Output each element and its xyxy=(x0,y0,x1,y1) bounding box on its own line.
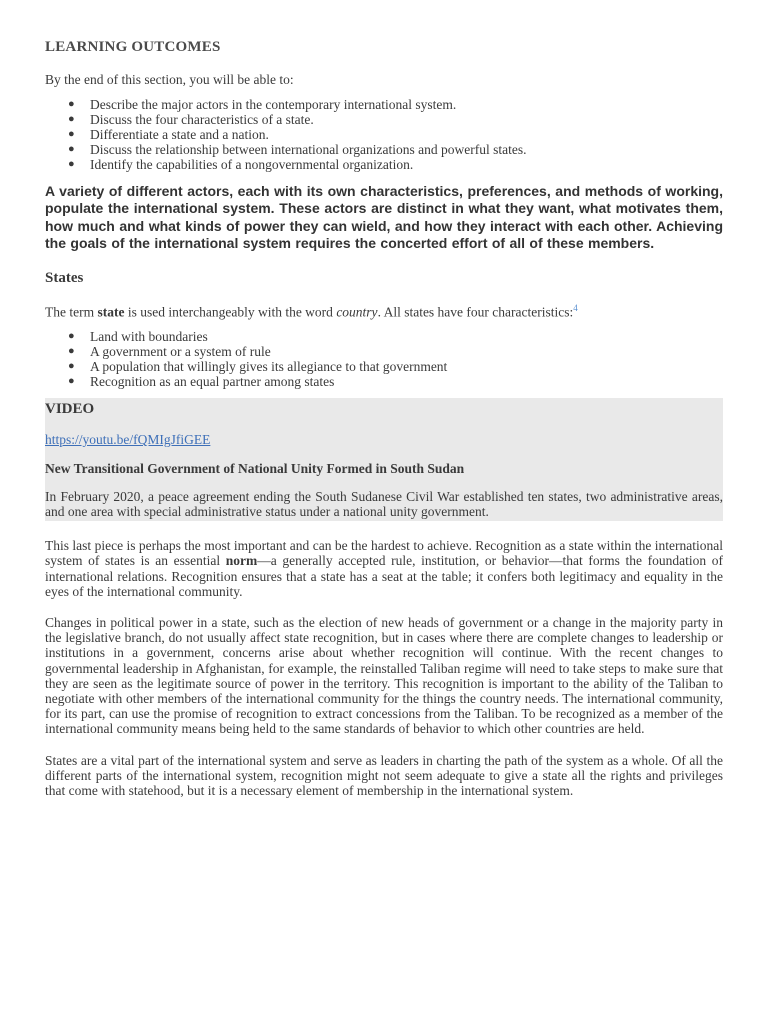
video-link[interactable]: https://youtu.be/fQMIgJfiGEE xyxy=(45,432,211,448)
list-item xyxy=(45,374,723,389)
bullet-icon: ● xyxy=(68,98,75,110)
learning-outcomes-list xyxy=(45,97,723,172)
states-intro-post: . All states have four characteristics: xyxy=(377,304,574,320)
video-feature-box xyxy=(45,398,723,521)
document-content xyxy=(45,38,723,798)
list-item-text: Identify the capabilities of a nongovernmental organization. xyxy=(90,157,414,172)
political-power-paragraph: Changes in political power in a state, such as the election of new heads of government or a change in the majority party in the legislative branch, do not usually affect state recognition, but in cases where there are complete changes to leadership or institutions in a government, concerns arise about whether recognition will continue. With the recent changes to governmental leadership in Afghanistan, for example, the reinstalled Taliban regime will need to take steps to make sure that they are seen as the legitimate source of power in the territory. This recognition is important to the ability of the Taliban to negotiate with other members of the international community for the things the country needs. The international community, for its part, can use the promise of recognition to extract concessions from the Taliban. To be recognized as a member of the international community means being held to the same standards of behavior to which other countries are held. xyxy=(45,614,723,737)
list-item xyxy=(45,157,723,172)
list-item xyxy=(45,329,723,344)
list-item-text: Discuss the four characteristics of a state. xyxy=(90,112,314,127)
bullet-icon: ● xyxy=(68,360,75,373)
list-item xyxy=(45,344,723,359)
bullet-icon: ● xyxy=(68,128,75,140)
states-intro-mid: is used interchangeably with the word xyxy=(124,304,337,320)
list-item-text: A population that willingly gives its allegiance to that government xyxy=(90,359,448,375)
intro-paragraph: A variety of different actors, each with its own characteristics, preferences, and methods of working, populate the international system. These actors are distinct in what they want, what motivates them, how much and what kinds of power they can wield, and how they interact with each other. Achieving the goals of the international system requires the concerted effort of all of these members. xyxy=(45,183,723,252)
list-item xyxy=(45,112,723,127)
state-characteristics-list xyxy=(45,329,723,389)
list-item-text: Describe the major actors in the contemporary international system. xyxy=(90,97,457,112)
list-item-text: Discuss the relationship between international organizations and powerful states. xyxy=(90,142,527,157)
states-role-paragraph: States are a vital part of the international system and serve as leaders in charting the path of the system as a whole. Of all the different parts of the international system, recognition might not seem adequate to give a state all the rights and privileges that come with statehood, but it is a necessary element of membership in the international system. xyxy=(45,752,723,798)
list-item-text: A government or a system of rule xyxy=(90,344,271,360)
video-caption: New Transitional Government of National Unity Formed in South Sudan xyxy=(45,461,465,477)
bullet-icon: ● xyxy=(68,375,75,388)
video-description: In February 2020, a peace agreement ending the South Sudanese Civil War established ten states, two administrative areas, and one area with special administrative status under a national unity government. xyxy=(45,489,723,520)
video-heading: VIDEO xyxy=(45,401,95,418)
recognition-paragraph-post: —a generally accepted rule, institution, or behavior—that forms the foundation of international relations. Recognition ensures that a state has a seat at the table; it confers both legitimacy and equality in the eyes of the international community. xyxy=(45,553,723,599)
bullet-icon: ● xyxy=(68,113,75,125)
norm-term: norm xyxy=(225,553,258,569)
recognition-paragraph-pre: This last piece is perhaps the most important and can be the hardest to achieve. Recognition as a state within the international system of states is an essential xyxy=(45,538,723,569)
learning-outcomes-lead: By the end of this section, you will be able to: xyxy=(45,72,294,87)
list-item xyxy=(45,359,723,374)
states-term: state xyxy=(97,304,125,320)
bullet-icon: ● xyxy=(68,345,75,358)
footnote-link[interactable]: 4 xyxy=(573,302,578,313)
list-item xyxy=(45,97,723,112)
list-item-text: Differentiate a state and a nation. xyxy=(90,127,269,142)
country-term: country xyxy=(336,304,378,320)
bullet-icon: ● xyxy=(68,158,75,170)
list-item xyxy=(45,142,723,157)
learning-outcomes-heading: LEARNING OUTCOMES xyxy=(45,39,221,55)
list-item-text: Recognition as an equal partner among states xyxy=(90,374,335,390)
states-heading: States xyxy=(45,269,84,286)
states-intro-paragraph xyxy=(45,300,723,321)
states-intro-pre: The term xyxy=(45,304,98,320)
recognition-paragraph xyxy=(45,538,723,599)
bullet-icon: ● xyxy=(68,143,75,155)
list-item xyxy=(45,127,723,142)
list-item-text: Land with boundaries xyxy=(90,329,208,345)
bullet-icon: ● xyxy=(68,330,75,343)
